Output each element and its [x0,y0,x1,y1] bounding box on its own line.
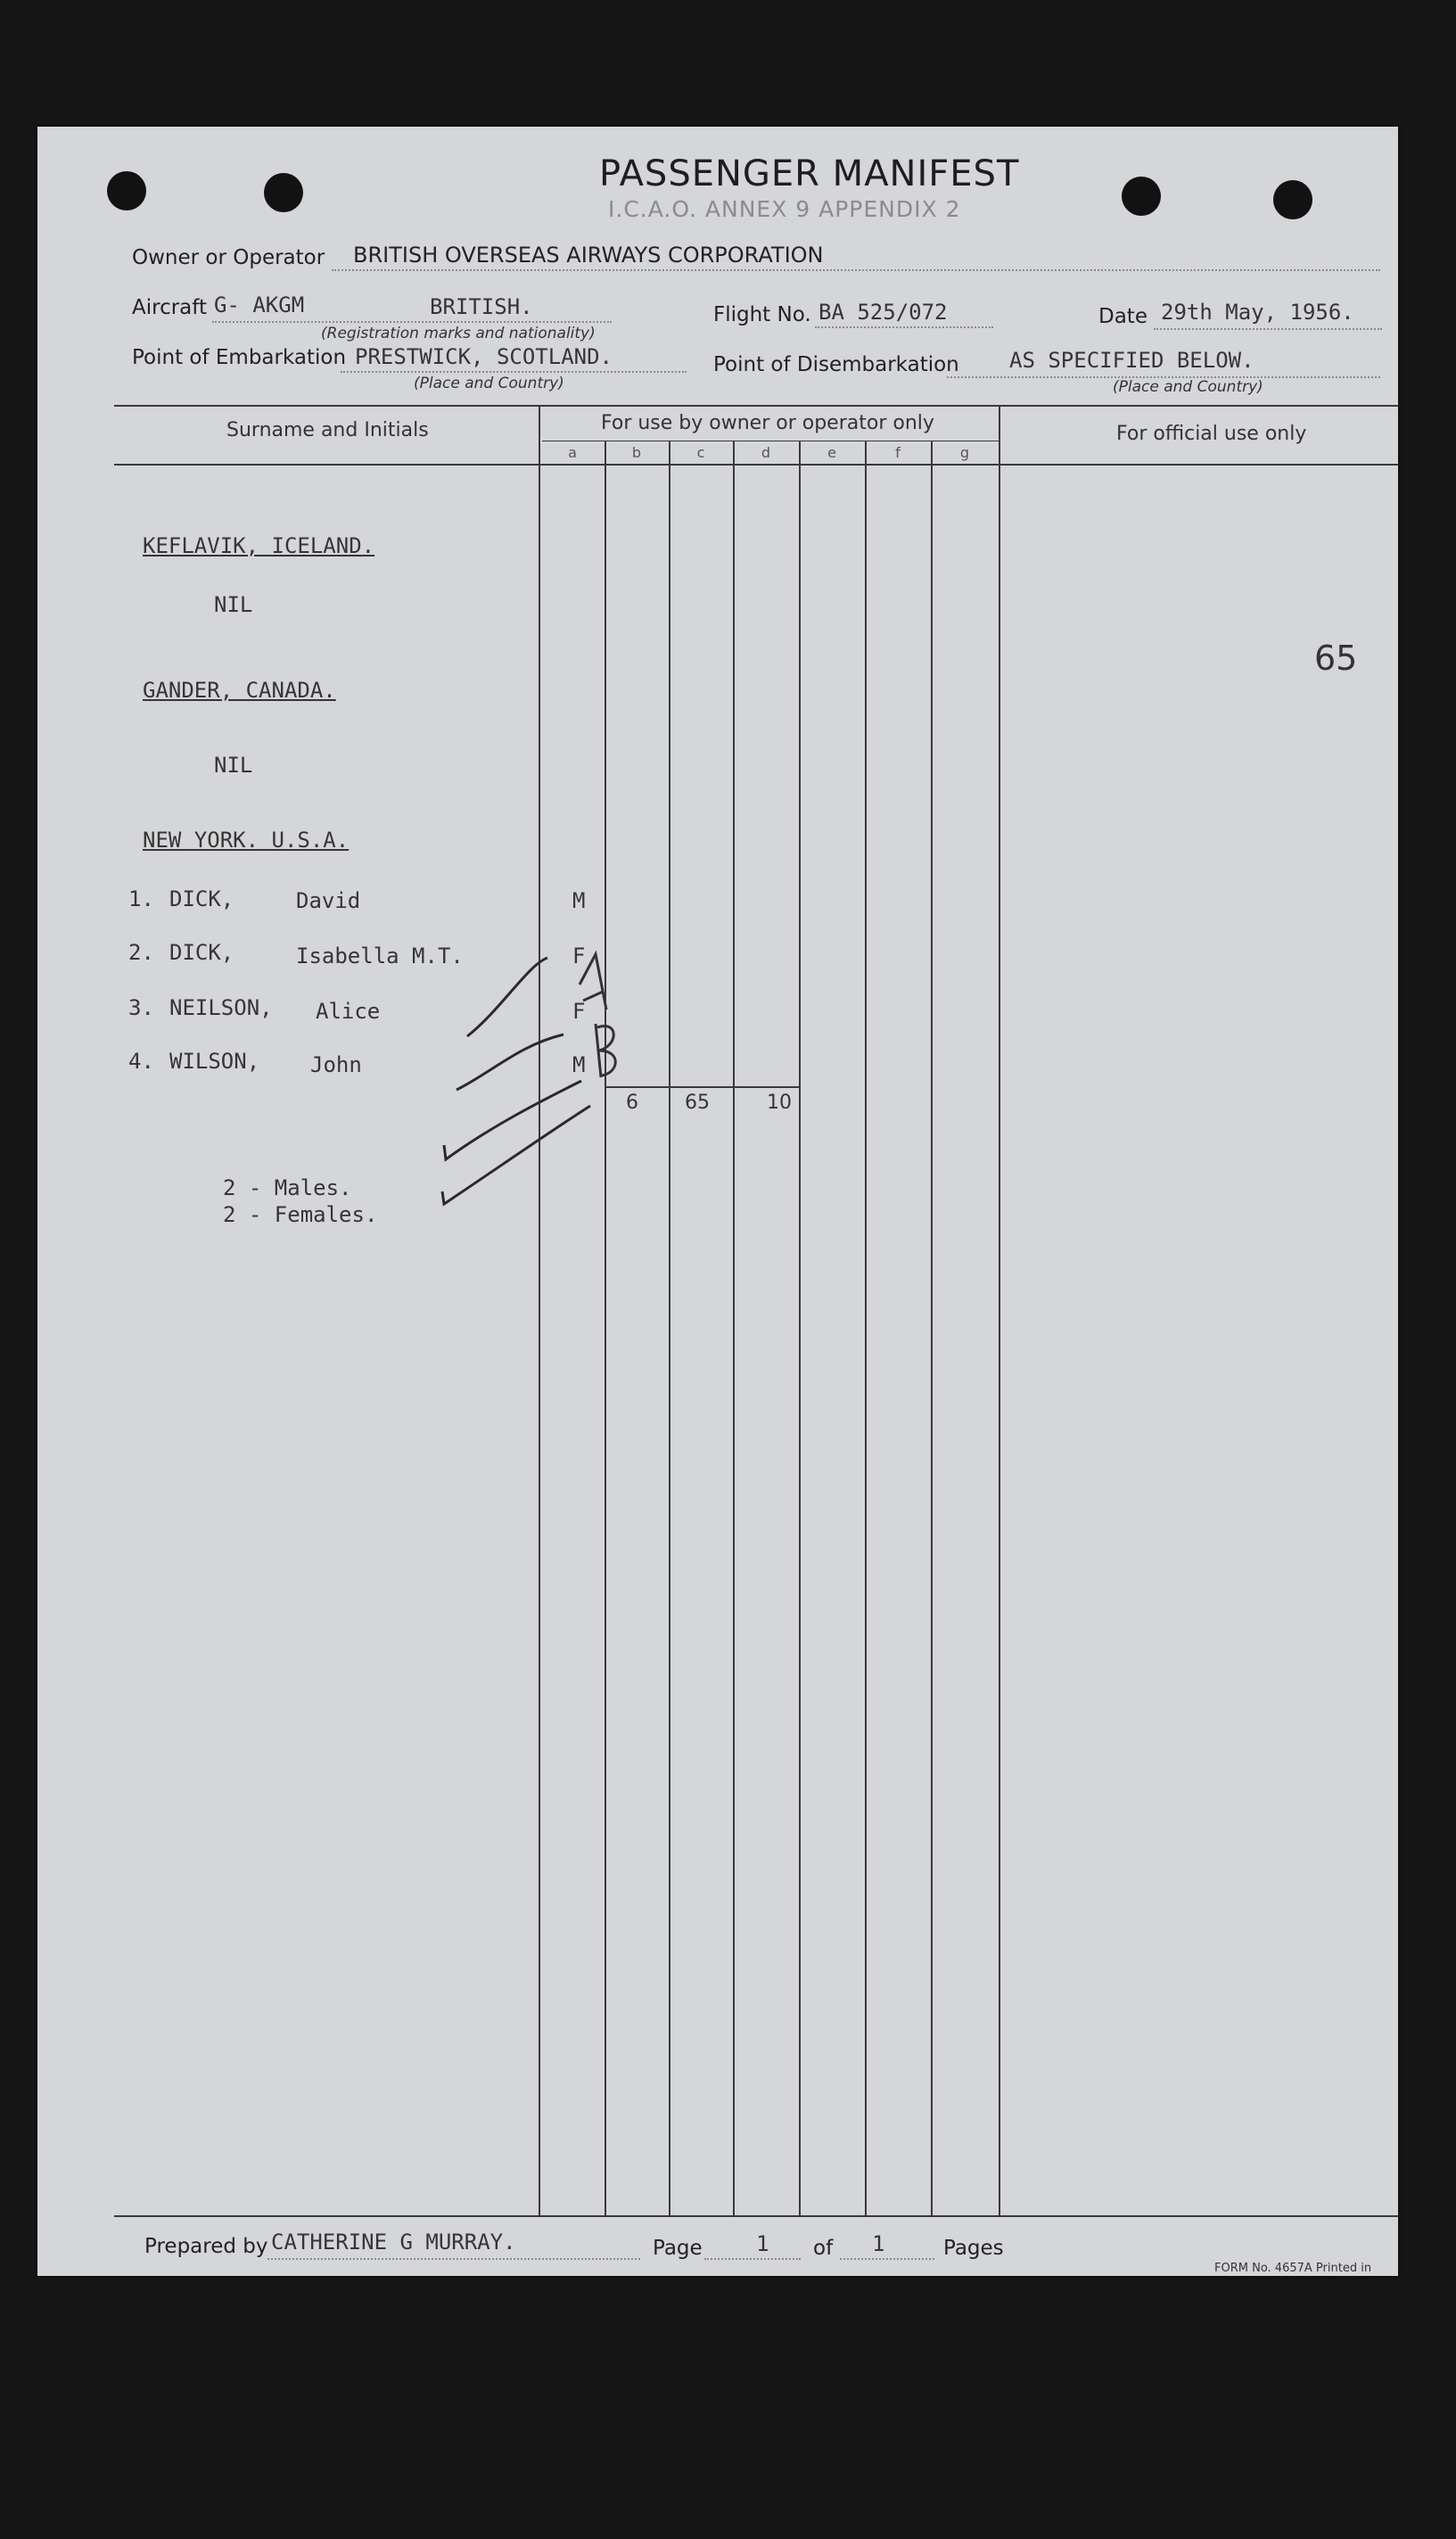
passenger-4-sex: M [572,1052,586,1077]
manifest-sheet [37,127,1398,2276]
col-letter-g: g [959,444,970,461]
embarkation-value: PRESTWICK, SCOTLAND. [355,344,613,369]
punch-hole-3 [1122,177,1161,216]
passenger-3-given: Alice [316,999,381,1024]
date-label: Date [1098,305,1148,328]
passenger-3-number: 3. [128,995,154,1020]
flight-number: BA 525/072 [818,300,948,325]
of-value: 1 [872,2231,885,2256]
handwritten-tick-marks [412,822,644,1232]
disembarkation-note: (Place and Country) [1113,378,1263,396]
total-col-d: 10 [767,1092,792,1114]
passenger-1-sex: M [572,888,586,913]
passenger-3-sex: F [572,999,586,1024]
owner-label: Owner or Operator [132,246,325,269]
col-letter-b: b [631,444,642,461]
page-subtitle: I.C.A.O. ANNEX 9 APPENDIX 2 [608,196,961,222]
passenger-2-surname: DICK, [169,940,234,965]
col-header-owner: For use by owner or operator only [601,412,934,434]
col-letter-a: a [568,444,577,461]
embarkation-note: (Place and Country) [414,375,564,392]
aircraft-registration: G- AKGM [214,293,305,317]
page-value: 1 [756,2231,769,2256]
stop-gander-nil: NIL [214,753,253,778]
punch-hole-4 [1273,180,1312,219]
passenger-1-number: 1. [128,886,154,911]
col-letter-f: f [895,444,901,461]
aircraft-nationality: BRITISH. [430,294,533,319]
prepared-by-label: Prepared by [144,2235,268,2258]
passenger-1-surname: DICK, [169,886,234,911]
aircraft-label: Aircraft [132,296,207,319]
col-header-official: For official use only [1116,423,1307,445]
punch-hole-1 [107,171,146,210]
total-col-c: 65 [685,1092,710,1114]
passenger-4-surname: WILSON, [169,1049,260,1074]
stop-keflavik-nil: NIL [214,592,253,617]
stop-keflavik: KEFLAVIK, ICELAND. [143,533,375,558]
passenger-3-surname: NEILSON, [169,995,273,1020]
embarkation-label: Point of Embarkation [132,346,347,369]
passenger-2-given: Isabella M.T. [296,944,464,969]
passenger-1-given: David [296,888,361,913]
page-title: PASSENGER MANIFEST [599,153,1020,194]
disembarkation-label: Point of Disembarkation [713,353,959,376]
col-letter-d: d [761,444,771,461]
of-label: of [813,2237,834,2260]
aircraft-note: (Registration marks and nationality) [321,325,596,342]
form-number: FORM No. 4657A Printed in [1214,2262,1372,2275]
total-col-b: 6 [626,1092,638,1114]
passenger-2-sex: F [572,944,586,969]
passenger-4-given: John [310,1052,362,1077]
official-number: 65 [1314,639,1358,678]
passenger-2-number: 2. [128,940,154,965]
disembarkation-value: AS SPECIFIED BELOW. [1009,348,1254,373]
summary-males: 2 - Males. [223,1175,352,1200]
date-value: 29th May, 1956. [1161,300,1354,325]
passenger-4-number: 4. [128,1049,154,1074]
punch-hole-2 [264,173,303,212]
pages-label: Pages [943,2237,1004,2260]
owner-value: BRITISH OVERSEAS AIRWAYS CORPORATION [353,243,824,268]
stop-gander: GANDER, CANADA. [143,678,336,703]
col-header-surname: Surname and Initials [226,419,429,441]
col-letter-c: c [696,444,705,461]
stop-newyork: NEW YORK. U.S.A. [143,828,350,853]
page-label: Page [653,2237,703,2260]
prepared-by-value: CATHERINE G MURRAY. [271,2230,516,2255]
flight-label: Flight No. [713,303,811,326]
summary-females: 2 - Females. [223,1202,378,1227]
col-letter-e: e [827,444,836,461]
